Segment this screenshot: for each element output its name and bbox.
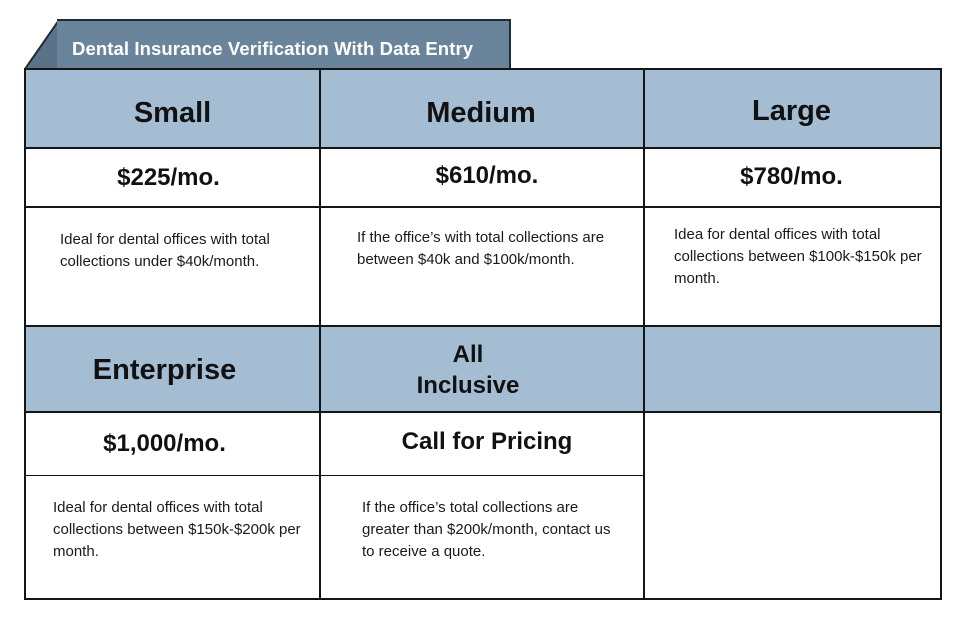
description-text: If the office’s total collections are greater than $200k/month, contact us to receive a quote. [362,499,611,560]
description-text: Ideal for dental offices with total collections under $40k/month. [60,231,270,270]
plan-description-medium [357,227,625,271]
plan-description-all-inclusive [362,497,612,563]
price-text: $610/mo. [435,161,539,189]
price-text: $780/mo. [740,162,843,190]
row-divider [26,147,940,149]
plan-price-small [26,148,319,207]
plan-description-enterprise [53,497,303,563]
plan-header-small [26,70,319,148]
plan-header-all-inclusive [319,327,643,412]
price-text: Call for Pricing [401,428,573,455]
column-divider [319,70,321,600]
description-text: Ideal for dental offices with total collections between $150k-$200k per month. [53,499,301,560]
plan-name: Medium [426,97,536,129]
row-divider [26,206,940,208]
plan-price-enterprise [26,412,319,476]
plan-name-line1: All [452,340,484,368]
page-title: Dental Insurance Verification With Data Entry [72,38,474,59]
plan-price-large [643,148,940,207]
plan-name: Small [133,97,212,129]
plan-header-large [643,70,940,148]
plan-header-enterprise [26,327,319,412]
banner-fold-decoration [25,20,59,69]
column-divider [643,70,645,600]
plan-description-small [60,229,300,273]
row-divider [26,325,940,327]
plan-price-all-inclusive [319,412,643,476]
pricing-table [24,68,942,600]
price-text: $1,000/mo. [103,430,226,457]
description-text: Idea for dental offices with total collections between $100k-$150k per month. [674,226,922,287]
empty-header-cell [643,327,940,412]
row-divider [26,475,643,476]
plan-name-line2: Inclusive [416,371,520,399]
description-text: If the office’s with total collections are between $40k and $100k/month. [357,229,605,268]
plan-description-large [674,224,926,290]
row-divider [26,411,940,413]
plan-name: Enterprise [92,353,237,386]
price-text: $225/mo. [117,163,220,191]
plan-name: Large [752,95,831,127]
plan-header-medium [319,70,643,148]
plan-price-medium [319,148,643,207]
